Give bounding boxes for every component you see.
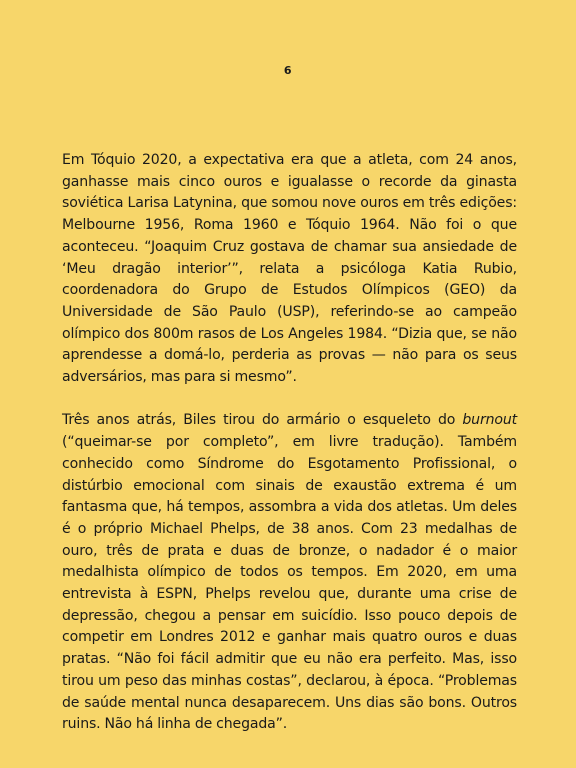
paragraph-2 bbox=[62, 410, 517, 736]
article-body bbox=[62, 150, 517, 736]
paragraph-2-body: (“queimar-se por completo”, em livre tradução). Também conhecido como Síndrome do Esgotamento Profissional, o distúrbio emocional com sinais de exaustão extrema é um fantasma que, há tempos, assombra a vida dos atletas. Um deles é o próprio Michael Phelps, de 38 anos. Com 23 medalhas de ouro, três de prata e duas de bronze, o nadador é o maior medalhista olímpico de todos os tempos. Em 2020, em uma entrevista à ESPN, Phelps revelou que, durante uma crise de depressão, chegou a pensar em suicídio. Isso pouco depois de competir em Londres 2012 e ganhar mais quatro ouros e duas pratas. “Não foi fácil admitir que eu não era perfeito. Mas, isso tirou um peso das minhas costas”, declarou, à época. “Problemas de saúde mental nunca desaparecem. Uns dias são bons. Outros ruins. Não há linha de chegada”. bbox=[62, 434, 517, 733]
burnout-term: burnout bbox=[462, 412, 517, 429]
paragraph-1: Em Tóquio 2020, a expectativa era que a atleta, com 24 anos, ganhasse mais cinco ouros e igualasse o recorde da ginasta soviética Larisa Latynina, que somou nove ouros em três edições: Melbourne 1956, Roma 1960 e Tóquio 1964. Não foi o que aconteceu. “Joaquim Cruz gostava de chamar sua ansiedade de ‘Meu dragão interior’”, relata a psicóloga Katia Rubio, coordenadora do Grupo de Estudos Olímpicos (GEO) da Universidade de São Paulo (USP), referindo-se ao campeão olímpico dos 800m rasos de Los Angeles 1984. “Dizia que, se não aprendesse a domá-lo, perderia as provas — não para os seus adversários, mas para si mesmo”. bbox=[62, 152, 517, 386]
page-number: 6 bbox=[283, 64, 293, 77]
paragraph-2-intro: Três anos atrás, Biles tirou do armário o esqueleto do bbox=[62, 412, 463, 429]
